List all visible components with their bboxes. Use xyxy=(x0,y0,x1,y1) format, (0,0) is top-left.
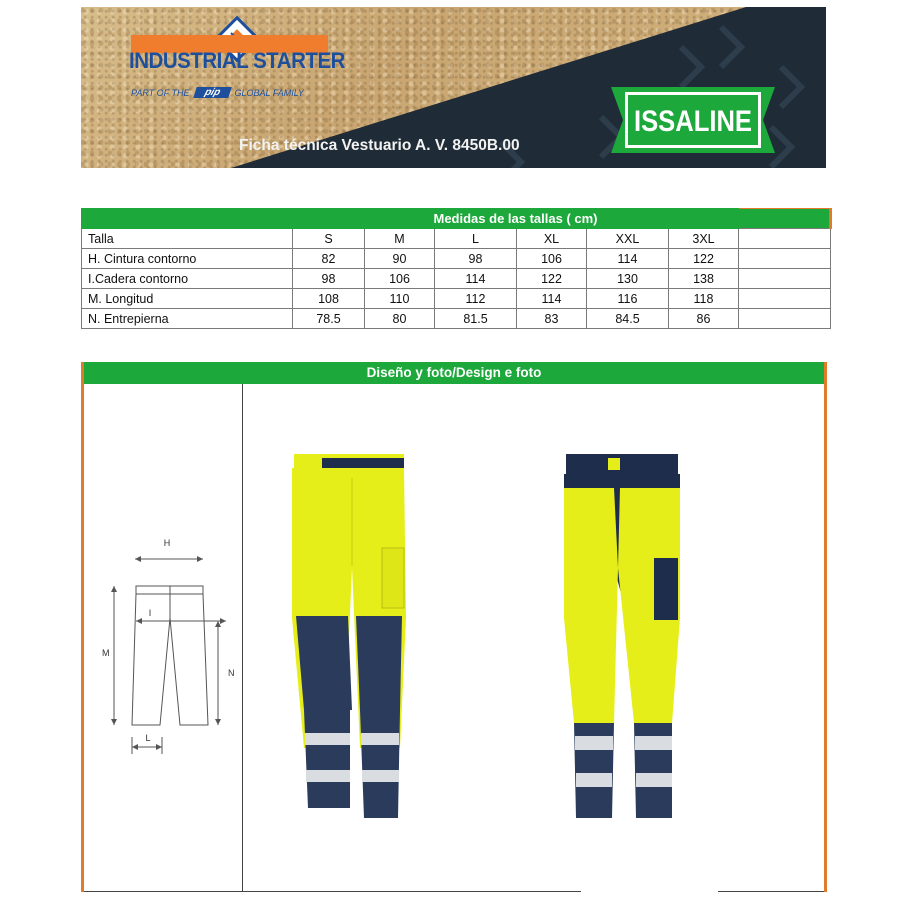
empty-cell xyxy=(739,269,831,289)
table-row xyxy=(82,309,831,329)
table-cell: 78.5 xyxy=(293,309,365,329)
tagline-prefix: PART OF THE xyxy=(131,87,190,98)
caption-spacer xyxy=(82,209,293,229)
brand-tagline xyxy=(131,87,304,98)
trousers-back-photo xyxy=(554,448,684,828)
table-cell: 98 xyxy=(293,269,365,289)
table-cell: 116 xyxy=(587,289,669,309)
table-cell: 114 xyxy=(517,289,587,309)
pip-logo: pip xyxy=(193,87,232,98)
design-section xyxy=(81,362,827,892)
size-table xyxy=(81,208,832,329)
table-row xyxy=(82,249,831,269)
page-title: Ficha técnica Vestuario A. V. 8450B.00 xyxy=(239,137,520,154)
column-header: Talla xyxy=(82,229,293,249)
table-row xyxy=(82,289,831,309)
column-header: XL xyxy=(517,229,587,249)
header-banner xyxy=(81,7,826,168)
table-row xyxy=(82,269,831,289)
trousers-front-photo xyxy=(282,448,422,828)
diagram-label-n: N xyxy=(228,668,235,678)
table-cell: 138 xyxy=(669,269,739,289)
table-cell: 118 xyxy=(669,289,739,309)
table-cell: 84.5 xyxy=(587,309,669,329)
size-table-caption: Medidas de las tallas ( cm) xyxy=(293,209,739,229)
empty-cell xyxy=(739,229,831,249)
empty-cell xyxy=(739,289,831,309)
table-cell: 81.5 xyxy=(435,309,517,329)
issaline-logo-text: ISSALINE xyxy=(634,105,752,138)
table-cell: 82 xyxy=(293,249,365,269)
diagram-label-i: I xyxy=(148,608,152,618)
diagram-label-h: H xyxy=(163,538,171,548)
size-table-caption-row xyxy=(82,209,831,229)
row-label: H. Cintura contorno xyxy=(82,249,293,269)
empty-cell xyxy=(739,249,831,269)
column-header: 3XL xyxy=(669,229,739,249)
table-cell: 108 xyxy=(293,289,365,309)
empty-cell xyxy=(739,309,831,329)
table-cell: 98 xyxy=(435,249,517,269)
table-cell: 106 xyxy=(365,269,435,289)
table-cell: 80 xyxy=(365,309,435,329)
design-column-divider xyxy=(242,384,243,892)
table-cell: 122 xyxy=(669,249,739,269)
table-cell: 110 xyxy=(365,289,435,309)
caption-spacer-end xyxy=(739,209,831,229)
column-header: S xyxy=(293,229,365,249)
table-cell: 130 xyxy=(587,269,669,289)
tagline-suffix: GLOBAL FAMILY xyxy=(234,87,304,98)
design-section-caption: Diseño y foto/Design e foto xyxy=(84,362,824,384)
table-cell: 106 xyxy=(517,249,587,269)
column-header: L xyxy=(435,229,517,249)
column-header: M xyxy=(365,229,435,249)
diagram-label-l: L xyxy=(145,733,151,743)
diagram-label-m: M xyxy=(102,648,110,658)
size-table-header-row xyxy=(82,229,831,249)
table-cell: 90 xyxy=(365,249,435,269)
table-cell: 83 xyxy=(517,309,587,329)
brand-name: INDUSTRIAL STARTER xyxy=(129,48,345,73)
table-cell: 114 xyxy=(587,249,669,269)
table-cell: 112 xyxy=(435,289,517,309)
row-label: I.Cadera contorno xyxy=(82,269,293,289)
row-label: N. Entrepierna xyxy=(82,309,293,329)
design-bottom-border xyxy=(84,891,581,892)
table-cell: 86 xyxy=(669,309,739,329)
row-label: M. Longitud xyxy=(82,289,293,309)
design-bottom-border xyxy=(718,891,824,892)
table-cell: 122 xyxy=(517,269,587,289)
issaline-logo xyxy=(611,87,775,153)
table-cell: 114 xyxy=(435,269,517,289)
column-header: XXL xyxy=(587,229,669,249)
measurement-diagram xyxy=(100,532,240,762)
